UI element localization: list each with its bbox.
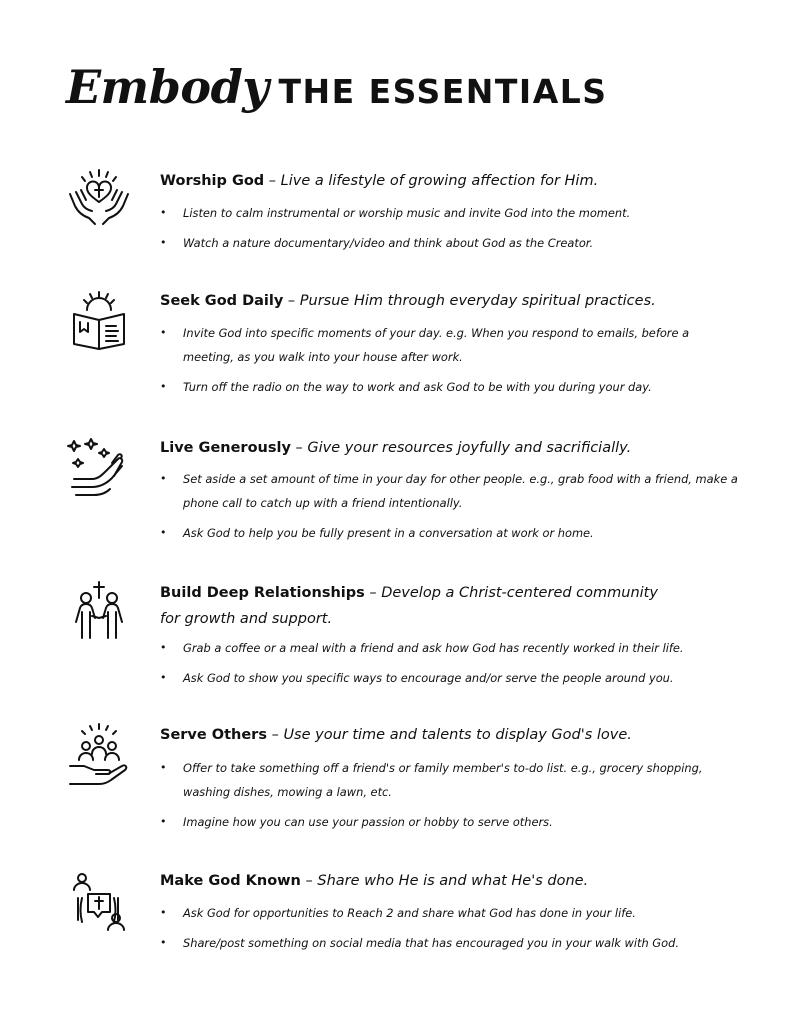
people-speech-cross-icon — [64, 868, 134, 934]
list-item: • Invite God into specific moments of your day. e.g. When you respond to emails, before a meeting, as you walk into your house after work. — [160, 321, 740, 369]
list-item: • Turn off the radio on the way to work and ask God to be with you during your day. — [160, 375, 740, 399]
bullet-list — [160, 321, 740, 405]
section-description: Share who He is and what He's done. — [317, 873, 589, 889]
page-title — [66, 60, 608, 114]
section-description: Live a lifestyle of growing affection for Him. — [280, 173, 599, 189]
section-heading: Build Deep Relationships – Develop a Christ-centered community for growth and support. — [160, 585, 658, 627]
bullet-list — [160, 467, 740, 551]
list-item: • Set aside a set amount of time in your day for other people. e.g., grab food with a friend, make a phone call to catch up with a friend intentionally. — [160, 467, 740, 515]
section-title: Serve Others — [160, 727, 267, 743]
section-title: Worship God — [160, 173, 265, 189]
section-heading: Make God Known – Share who He is and what He's done. — [160, 873, 589, 889]
list-item: • Watch a nature documentary/video and think about God as the Creator. — [160, 231, 740, 255]
section-title: Live Generously — [160, 440, 291, 456]
bullet-list — [160, 636, 740, 696]
section-heading: Serve Others – Use your time and talents to display God's love. — [160, 727, 632, 743]
list-item: • Ask God to show you specific ways to encourage and/or serve the people around you. — [160, 666, 740, 690]
bullet-list — [160, 901, 740, 961]
title-caps: THE ESSENTIALS — [278, 72, 608, 111]
list-item: • Listen to calm instrumental or worship music and invite God into the moment. — [160, 201, 740, 225]
hand-holding-people-icon — [64, 722, 134, 788]
worship-hands-heart-icon — [64, 168, 134, 234]
list-item: • Imagine how you can use your passion or hobby to serve others. — [160, 810, 740, 834]
section-description: Use your time and talents to display God's love. — [283, 727, 632, 743]
list-item: • Ask God for opportunities to Reach 2 and share what God has done in your life. — [160, 901, 740, 925]
section-title: Make God Known — [160, 873, 301, 889]
bullet-list — [160, 201, 740, 261]
list-item: • Grab a coffee or a meal with a friend and ask how God has recently worked in their life. — [160, 636, 740, 660]
list-item: • Share/post something on social media that has encouraged you in your walk with God. — [160, 931, 740, 955]
section-heading: Seek God Daily – Pursue Him through everyday spiritual practices. — [160, 293, 656, 309]
section-heading: Worship God – Live a lifestyle of growing affection for Him. — [160, 173, 599, 189]
section-description: Give your resources joyfully and sacrificially. — [307, 440, 632, 456]
section-title: Build Deep Relationships — [160, 585, 365, 601]
bullet-list — [160, 756, 740, 840]
two-people-cross-icon — [64, 578, 134, 644]
giving-hand-sparkles-icon — [64, 435, 134, 501]
open-bible-icon — [64, 286, 134, 352]
section-heading: Live Generously – Give your resources joyfully and sacrificially. — [160, 440, 632, 456]
title-script: Embody — [66, 60, 269, 114]
list-item: • Offer to take something off a friend's or family member's to-do list. e.g., grocery shopping, washing dishes, mowing a lawn, etc. — [160, 756, 740, 804]
section-title: Seek God Daily — [160, 293, 284, 309]
list-item: • Ask God to help you be fully present in a conversation at work or home. — [160, 521, 740, 545]
section-description: Develop a Christ-centered community for growth and support. — [160, 585, 658, 627]
section-description: Pursue Him through everyday spiritual practices. — [299, 293, 656, 309]
